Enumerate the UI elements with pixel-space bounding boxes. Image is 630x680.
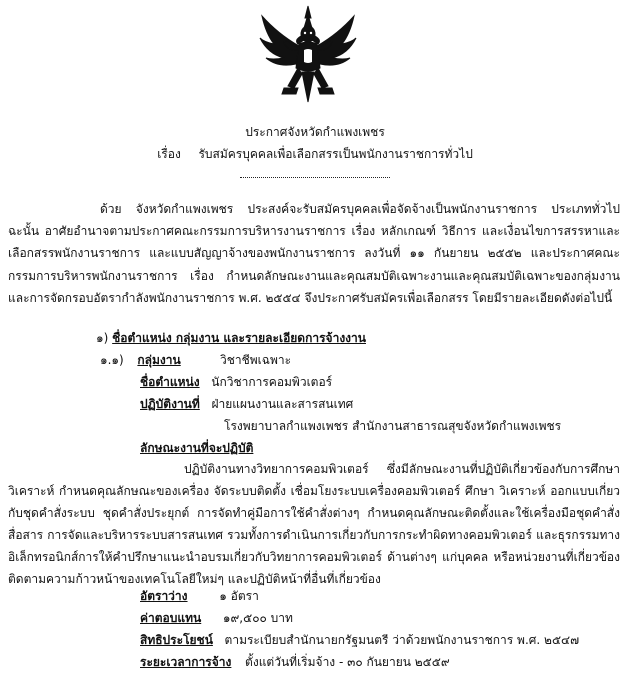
announcement-title: ประกาศจังหวัดกำแพงเพชร bbox=[245, 125, 385, 139]
group-value: วิชาชีพเฉพาะ bbox=[220, 353, 292, 367]
benefits-label: สิทธิประโยชน์ bbox=[140, 633, 213, 647]
salary-row bbox=[140, 610, 293, 626]
position-value: นักวิชาการคอมพิวเตอร์ bbox=[211, 375, 333, 389]
group-label: กลุ่มงาน bbox=[137, 353, 181, 367]
duties-label-text: ลักษณะงานที่จะปฏิบัติ bbox=[140, 441, 254, 455]
sub-item-number: ๑.๑) bbox=[100, 353, 124, 367]
rate-value: ๑ อัตรา bbox=[219, 589, 259, 603]
salary-label: ค่าตอบแทน bbox=[140, 611, 202, 625]
subject-text: รับสมัครบุคคลเพื่อเลือกสรรเป็นพนักงานราชการทั่วไป bbox=[198, 147, 473, 161]
workplace-value-2: โรงพยาบาลกำแพงเพชร สำนักงานสาธารณสุขจังหวัดกำแพงเพชร bbox=[224, 419, 562, 433]
period-row bbox=[140, 654, 450, 670]
dotted-divider bbox=[240, 176, 390, 178]
duties-paragraph: ปฏิบัติงานทางวิทยาการคอมพิวเตอร์ ซึ่งมีลักษณะงานที่ปฏิบัติเกี่ยวข้องกับการศึกษา วิเคราะห์ กำหนดคุณลักษณะของเครื่อง จัดระบบติดตั้ง เชื่อมโยงระบบเครื่องคอมพิวเตอร์ ศึกษา วิเคราะห์ ออกแบบเกี่ยวกับชุดคำสั่งระบบ ชุดคำสั่งประยุกต์ การจัดทำคู่มือการใช้คำสั่งต่างๆ กำหนดคุณลักษณะติดตั้งและใช้เครื่องมือชุดคำสั่งสื่อสาร การจัดและบริหารระบบสารสนเทศ รวมทั้งการดำเนินการเกี่ยวกับการกระทำผิดทางคอมพิวเตอร์ และธุรกรรมทางอิเล็กทรอนิกส์การให้คำปรึกษาแนะนำอบรมเกี่ยวกับวิทยาการคอมพิวเตอร์ ด้านต่างๆ แก่บุคคล หรือหน่วยงานที่เกี่ยวข้อง ติดตามความก้าวหน้าของเทคโนโลยีใหม่ๆ และปฏิบัติหน้าที่อื่นที่เกี่ยวข้อง bbox=[8, 462, 620, 586]
period-value: ตั้งแต่วันที่เริ่มจ้าง - ๓๐ กันยายน ๒๕๕๙ bbox=[245, 655, 450, 669]
rate-label: อัตราว่าง bbox=[140, 589, 188, 603]
position-row bbox=[140, 374, 332, 390]
section-1-title: ชื่อตำแหน่ง กลุ่มงาน และรายละเอียดการจ้างงาน bbox=[112, 331, 366, 345]
rate-row bbox=[140, 588, 259, 604]
workplace-value: ฝ่ายแผนงานและสารสนเทศ bbox=[211, 397, 354, 411]
workplace-label: ปฏิบัติงานที่ bbox=[140, 397, 200, 411]
duties-label bbox=[140, 440, 253, 456]
subject-label: เรื่อง bbox=[157, 147, 181, 161]
workplace-row bbox=[140, 396, 353, 412]
section-1-number: ๑) bbox=[96, 331, 109, 345]
announcement-subject bbox=[0, 146, 630, 162]
sub-item-1-1 bbox=[100, 352, 181, 368]
salary-value: ๑๙,๕๐๐ บาท bbox=[222, 611, 293, 625]
garuda-emblem-icon bbox=[258, 4, 358, 108]
position-label: ชื่อตำแหน่ง bbox=[140, 375, 200, 389]
benefits-row bbox=[140, 632, 579, 648]
period-label: ระยะเวลาการจ้าง bbox=[140, 655, 232, 669]
benefits-value: ตามระเบียบสำนักนายกรัฐมนตรี ว่าด้วยพนักงานราชการ พ.ศ. ๒๕๔๗ bbox=[224, 633, 580, 647]
section-1-heading bbox=[96, 330, 366, 346]
intro-paragraph: ด้วย จังหวัดกำแพงเพชร ประสงค์จะรับสมัครบุคคลเพื่อจัดจ้างเป็นพนักงานราชการ ประเภททั่วไป ฉะนั้น อาศัยอำนาจตามประกาศคณะกรรมการบริหารงานราชการ เรื่อง หลักเกณฑ์ วิธีการ และเงื่อนไขการสรรหาและเลือกสรรพนักงานราชการ และแบบสัญญาจ้างของพนักงานราชการ ลงวันที่ ๑๑ กันยายน ๒๕๕๒ และประกาศคณะกรรมการบริหารพนักงานราชการ เรื่อง กำหนดลักษณะงานและคุณสมบัติเฉพาะงานและคุณสมบัติเฉพาะของกลุ่มงาน และการจัดกรอบอัตรากำลังพนักงานราชการ พ.ศ. ๒๕๕๔ จึงประกาศรับสมัครเพื่อเลือกสรร โดยมีรายละเอียดดังต่อไปนี้ bbox=[8, 202, 620, 305]
